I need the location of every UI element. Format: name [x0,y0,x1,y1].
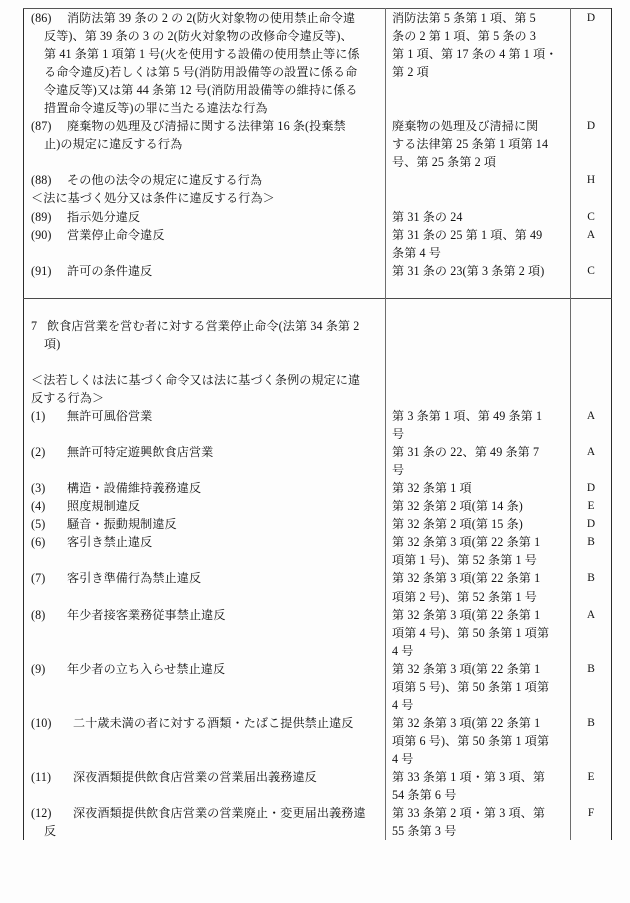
table-row [24,533,612,569]
provision-line: 4 号 [392,697,414,712]
table-row [24,443,612,479]
act-cell [24,606,386,660]
act-cell [24,569,386,605]
provision-line: 第 32 条第 1 項 [392,481,472,496]
act-line [31,117,379,135]
item-number: (12) [31,806,52,821]
provision-line: 第 32 条第 3 項(第 22 条第 1 [392,571,541,586]
act-line: 令違反等)又は第 44 条第 12 号(消防用設備等の維持に係る [44,83,358,98]
category-heading: 反する行為＞ [31,390,105,405]
table-row [24,407,612,443]
provision-line: 第 32 条第 3 項(第 22 条第 1 [392,715,541,730]
provision-cell [386,298,571,407]
act-line [31,497,379,515]
act-text: 消防法第 39 条の 2 の 2(防火対象物の使用禁止命令違 [67,11,356,25]
provision-cell [386,171,571,207]
item-number: (4) [31,499,46,514]
item-number: (9) [31,661,46,676]
grade-cell [571,298,612,407]
act-line [31,804,379,822]
provision-line: 55 条第 3 号 [392,824,457,839]
provision-cell [386,117,571,171]
provision-line: 条第 4 号 [392,245,441,260]
act-line [31,660,379,678]
item-number: (89) [31,209,52,224]
grade-cell [571,497,612,515]
act-text: 無許可特定遊興飲食店営業 [67,445,214,460]
provision-line: 第 32 条第 3 項(第 22 条第 1 [392,661,541,676]
grade-letter: B [587,536,595,549]
act-line: 止)の規定に違反する行為 [44,137,183,152]
act-cell [24,171,386,207]
act-text: 深夜酒類提供飲食店営業の営業廃止・変更届出義務違 [73,806,366,821]
provision-cell [386,208,571,226]
section-number: 7 [31,318,38,333]
provision-line: 第 33 条第 2 項・第 3 項、第 [392,806,546,821]
provision-line: 項第 4 号)、第 50 条第 1 項第 [392,625,550,640]
grade-letter: C [587,264,595,277]
grade-letter: H [586,174,596,187]
grade-cell [571,606,612,660]
table-row [24,569,612,605]
grade-cell [571,569,612,605]
act-text: 騒音・振動規制違反 [67,517,177,532]
table-row [24,660,612,714]
provision-cell [386,533,571,569]
grade-cell [571,515,612,533]
provision-cell [386,768,571,804]
provision-cell [386,262,571,299]
grade-letter: A [586,608,596,621]
provision-line: 号 [392,463,405,478]
act-text: 構造・設備維持義務違反 [67,481,202,496]
provision-cell [386,660,571,714]
grade-letter: D [586,120,596,133]
act-text: 客引き準備行為禁止違反 [67,571,202,586]
act-line [31,407,379,425]
penalty-table [23,8,612,840]
grade-letter: A [586,410,596,423]
section-title [31,317,379,335]
table-row [24,9,612,118]
provision-cell [386,497,571,515]
act-text: 客引き禁止違反 [67,535,153,550]
act-cell [24,660,386,714]
provision-cell [386,569,571,605]
grade-cell [571,479,612,497]
act-cell [24,262,386,299]
provision-line: 第 32 条第 2 項(第 15 条) [392,517,523,532]
section-title-cell [24,298,386,407]
table-row [24,262,612,299]
grade-letter: F [587,807,595,820]
provision-line: 第 31 条の 23(第 3 条第 2 項) [392,263,545,278]
table-row [24,606,612,660]
item-number: (5) [31,517,46,532]
grade-letter: B [587,572,595,585]
act-line [31,443,379,461]
provision-line: 第 32 条第 2 項(第 14 条) [392,499,523,514]
grade-letter: E [587,500,595,513]
provision-line: 第 3 条第 1 項、第 49 条第 1 [392,409,543,424]
grade-cell [571,262,612,299]
act-text: 許可の条件違反 [67,263,153,278]
act-text: 無許可風俗営業 [67,409,153,424]
act-line: 反等)、第 39 条の 3 の 2(防火対象物の改修命令違反等)、 [44,29,353,44]
table-row [24,479,612,497]
provision-cell [386,515,571,533]
provision-line: 第 2 項 [392,65,429,80]
item-number: (11) [31,769,52,784]
item-number: (6) [31,535,46,550]
act-cell [24,768,386,804]
provision-line: 号 [392,427,405,442]
act-cell [24,804,386,840]
act-cell [24,443,386,479]
item-number: (2) [31,445,46,460]
act-text: 廃棄物の処理及び清掃に関する法律第 16 条(投棄禁 [67,119,346,134]
grade-cell [571,443,612,479]
table-row [24,515,612,533]
category-heading: ＜法に基づく処分又は条件に違反する行為＞ [31,191,275,206]
item-number: (1) [31,409,46,424]
table-row [24,804,612,840]
provision-cell [386,714,571,768]
provision-cell [386,407,571,443]
item-number: (90) [31,227,52,242]
provision-line: 項第 5 号)、第 50 条第 1 項第 [392,679,550,694]
act-cell [24,9,386,118]
grade-cell [571,9,612,118]
table-row [24,768,612,804]
category-heading: ＜法若しくは法に基づく命令又は法に基づく条例の規定に違 [31,372,361,387]
provision-line: 4 号 [392,643,414,658]
table-body [24,9,612,841]
item-number: (86) [31,11,52,25]
act-line [31,768,379,786]
act-line [31,171,379,189]
section-header-row [24,298,612,407]
act-line: 反 [44,824,57,839]
act-line [31,714,379,732]
provision-line: 号、第 25 条第 2 項 [392,155,497,170]
grade-cell [571,117,612,171]
act-cell [24,407,386,443]
table-row [24,117,612,171]
act-line [31,208,379,226]
act-cell [24,117,386,171]
provision-line: 第 32 条第 3 項(第 22 条第 1 [392,535,541,550]
act-text: 年少者の立ち入らせ禁止違反 [67,661,226,676]
act-line [31,569,379,587]
act-cell [24,479,386,497]
provision-line: 項第 1 号)、第 52 条第 1 号 [392,553,538,568]
item-number: (3) [31,481,46,496]
provision-line: 項第 2 号)、第 52 条第 1 号 [392,589,538,604]
grade-cell [571,407,612,443]
grade-letter: D [586,482,596,495]
act-line: る命令違反)若しくは第 5 号(消防用設備等の設置に係る命 [44,65,358,80]
provision-cell [386,479,571,497]
provision-line: 廃棄物の処理及び清掃に関 [392,119,539,134]
grade-cell [571,714,612,768]
grade-letter: B [587,662,595,675]
act-line: 措置命令違反等)の罪に当たる違法な行為 [44,101,268,116]
item-number: (88) [31,173,52,188]
grade-cell [571,804,612,840]
act-cell [24,208,386,226]
grade-cell [571,171,612,207]
grade-letter: D [586,12,596,24]
provision-line: 第 31 条の 24 [392,209,463,224]
act-cell [24,226,386,262]
provision-cell [386,443,571,479]
act-line [31,515,379,533]
act-line [31,479,379,497]
act-line [31,533,379,551]
act-text: 営業停止命令違反 [67,227,165,242]
grade-letter: A [586,228,596,241]
act-line [31,226,379,244]
provision-line: 消防法第 5 条第 1 項、第 5 [392,11,536,25]
table-row [24,208,612,226]
act-line [31,9,379,27]
grade-cell [571,533,612,569]
provision-line: 第 32 条第 3 項(第 22 条第 1 [392,607,541,622]
provision-line: 第 31 条の 25 第 1 項、第 49 [392,227,543,242]
act-text: 照度規制違反 [67,499,141,514]
act-text: 二十歳未満の者に対する酒類・たばこ提供禁止違反 [73,715,354,730]
act-line [31,262,379,280]
provision-cell [386,9,571,118]
provision-line: 第 1 項、第 17 条の 4 第 1 項・ [392,47,558,62]
provision-line: 第 31 条の 22、第 49 条第 7 [392,445,540,460]
section-title-text: 飲食店営業を営む者に対する営業停止命令(法第 34 条第 2 [47,318,360,333]
grade-letter: D [586,518,596,531]
act-cell [24,515,386,533]
table-row [24,226,612,262]
grade-letter: B [587,716,595,729]
table-row [24,714,612,768]
provision-line: 54 条第 6 号 [392,788,457,803]
item-number: (8) [31,607,46,622]
item-number: (91) [31,263,52,278]
grade-letter: E [587,770,595,783]
provision-cell [386,804,571,840]
grade-letter: C [587,210,595,223]
act-line [31,606,379,624]
provision-line: 項第 6 号)、第 50 条第 1 項第 [392,733,550,748]
grade-letter: A [586,446,596,459]
grade-cell [571,660,612,714]
item-number: (87) [31,119,52,134]
grade-cell [571,226,612,262]
provision-cell [386,606,571,660]
act-cell [24,714,386,768]
item-number: (7) [31,571,46,586]
act-text: 指示処分違反 [67,209,141,224]
section-title-line: 項) [44,336,61,351]
provision-cell [386,226,571,262]
grade-cell [571,208,612,226]
act-cell [24,497,386,515]
table-row [24,497,612,515]
provision-line: 条の 2 第 1 項、第 5 条の 3 [392,29,537,44]
provision-line: 4 号 [392,751,414,766]
table-row [24,171,612,207]
act-line: 第 41 条第 1 項第 1 号(火を使用する設備の使用禁止等に係 [44,47,360,62]
grade-cell [571,768,612,804]
act-text: 深夜酒類提供飲食店営業の営業届出義務違反 [73,769,317,784]
provision-line: する法律第 25 条第 1 項第 14 [392,137,549,152]
item-number: (10) [31,715,52,730]
act-text: 年少者接客業務従事禁止違反 [67,607,226,622]
act-cell [24,533,386,569]
provision-line: 第 33 条第 1 項・第 3 項、第 [392,769,546,784]
act-text: その他の法令の規定に違反する行為 [67,173,263,188]
